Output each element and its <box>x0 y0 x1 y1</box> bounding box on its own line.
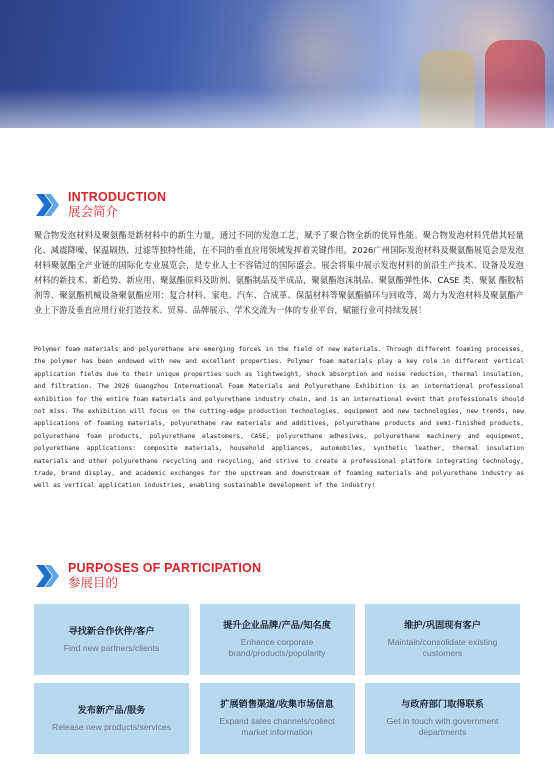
purpose-card <box>34 683 189 754</box>
purposes-title-en: PURPOSES OF PARTICIPATION <box>68 561 262 575</box>
purpose-card-title: 寻找新合作伙伴/客户 <box>68 625 155 637</box>
hero-fade <box>0 88 554 128</box>
purpose-card-subtitle: Release new products/services <box>52 721 171 732</box>
purpose-card <box>200 683 355 754</box>
hero-banner-photo <box>0 0 554 128</box>
purpose-card-subtitle: Maintain/consolidate existing customers <box>387 637 498 658</box>
double-chevron-icon <box>34 563 62 589</box>
purpose-card-title: 提升企业品牌/产品/知名度 <box>223 620 331 631</box>
purpose-card-subtitle: Find new partners/clients <box>63 642 160 653</box>
purpose-card <box>200 604 355 675</box>
purposes-grid <box>34 604 520 754</box>
introduction-title-en: INTRODUCTION <box>68 190 167 204</box>
purpose-card <box>34 604 189 675</box>
purpose-card-subtitle: Get in touch with government departments <box>386 716 499 737</box>
purpose-card <box>365 604 520 675</box>
purposes-title-zh: 参展目的 <box>68 575 119 590</box>
purposes-heading <box>34 561 261 591</box>
purpose-card-title: 维护/巩固现有客户 <box>404 620 481 631</box>
introduction-body-zh: 聚合物发泡材料及聚氨酯是新材料中的新生力量，通过不同的发泡工艺，赋予了聚合物全新的优异性能。聚合物发泡材料凭借其轻量化、减震降噪、保温隔热、过滤等独特性能，在不同的垂直应用领域发挥着关键作用。2026广州国际发泡材料及聚氨酯展览会是发泡材料聚氨酯全产业链的国际化专业展览会，是专业人士不容错过的国际盛会。展会将集中展示发泡材料的前沿生产技术、设备及发泡材料的新技术、新趋势、新应用、聚氨酯原料及助剂、氨酯制品及半成品，聚氨酯泡沫制品、聚氨酯弹性体、CASE 类、聚氨 酯胶粘剂等、聚氨酯机械设备聚氨酯应用：复合材料、家电、汽车、合成革、保温材料等聚氨酯循环与回收等，竭力为发泡材料及聚氨酯产业上下游及垂直应用行业打造技术、贸易、品牌展示、学术交流为一体的专业平台，赋能行业可持续发展！ <box>34 230 524 315</box>
purpose-card-title: 扩展销售渠道/收集市场信息 <box>220 699 334 710</box>
introduction-title-zh: 展会简介 <box>68 204 119 219</box>
purpose-card-subtitle: Enhance corporate brand/products/popularity <box>228 637 326 658</box>
introduction-body-en: Polymer foam materials and polyurethane are emerging forces in the field of new materials. Through different foaming processes, the polymer has been endowed with new and excellent properties. Polymer foam materials play a key role in different vertical application fields due to their unique properties such as lightweight, shock absorption and noise reduction, thermal insulation, and filtration. The 2026 Guangzhou International Foam Materials and Polyurethane Exhibition is an international professional exhibition for the entire foam materials and polyurethane industry chain, and is an international event that professionals should not miss. The exhibition will focus on the cutting-edge production technologies, equipment and new technologies, new trends, new applications of foaming materials, polyurethane raw materials and additives, polyurethane products and semi-finished products, polyurethane foam products, polyurethane elastomers, CASE, polyurethane adhesives, polyurethane machinery and equipment, polyurethane applications: composite materials, household appliances, automobiles, synthetic leather, thermal insulation materials and other polyurethane recycling and recycling, and strive to create a professional platform integrating technology, trade, brand display, and academic exchanges for the upstream and downstream of foaming materials and polyurethane industry as well as vertical application industries, enabling sustainable development of the industry! <box>34 346 524 490</box>
introduction-heading <box>34 190 166 220</box>
purpose-card <box>365 683 520 754</box>
double-chevron-icon <box>34 192 62 218</box>
purpose-card-title: 发布新产品/服务 <box>77 704 146 716</box>
purpose-card-subtitle: Expand sales channels/collect market information <box>219 716 335 737</box>
purpose-card-title: 与政府部门取得联系 <box>401 699 484 710</box>
